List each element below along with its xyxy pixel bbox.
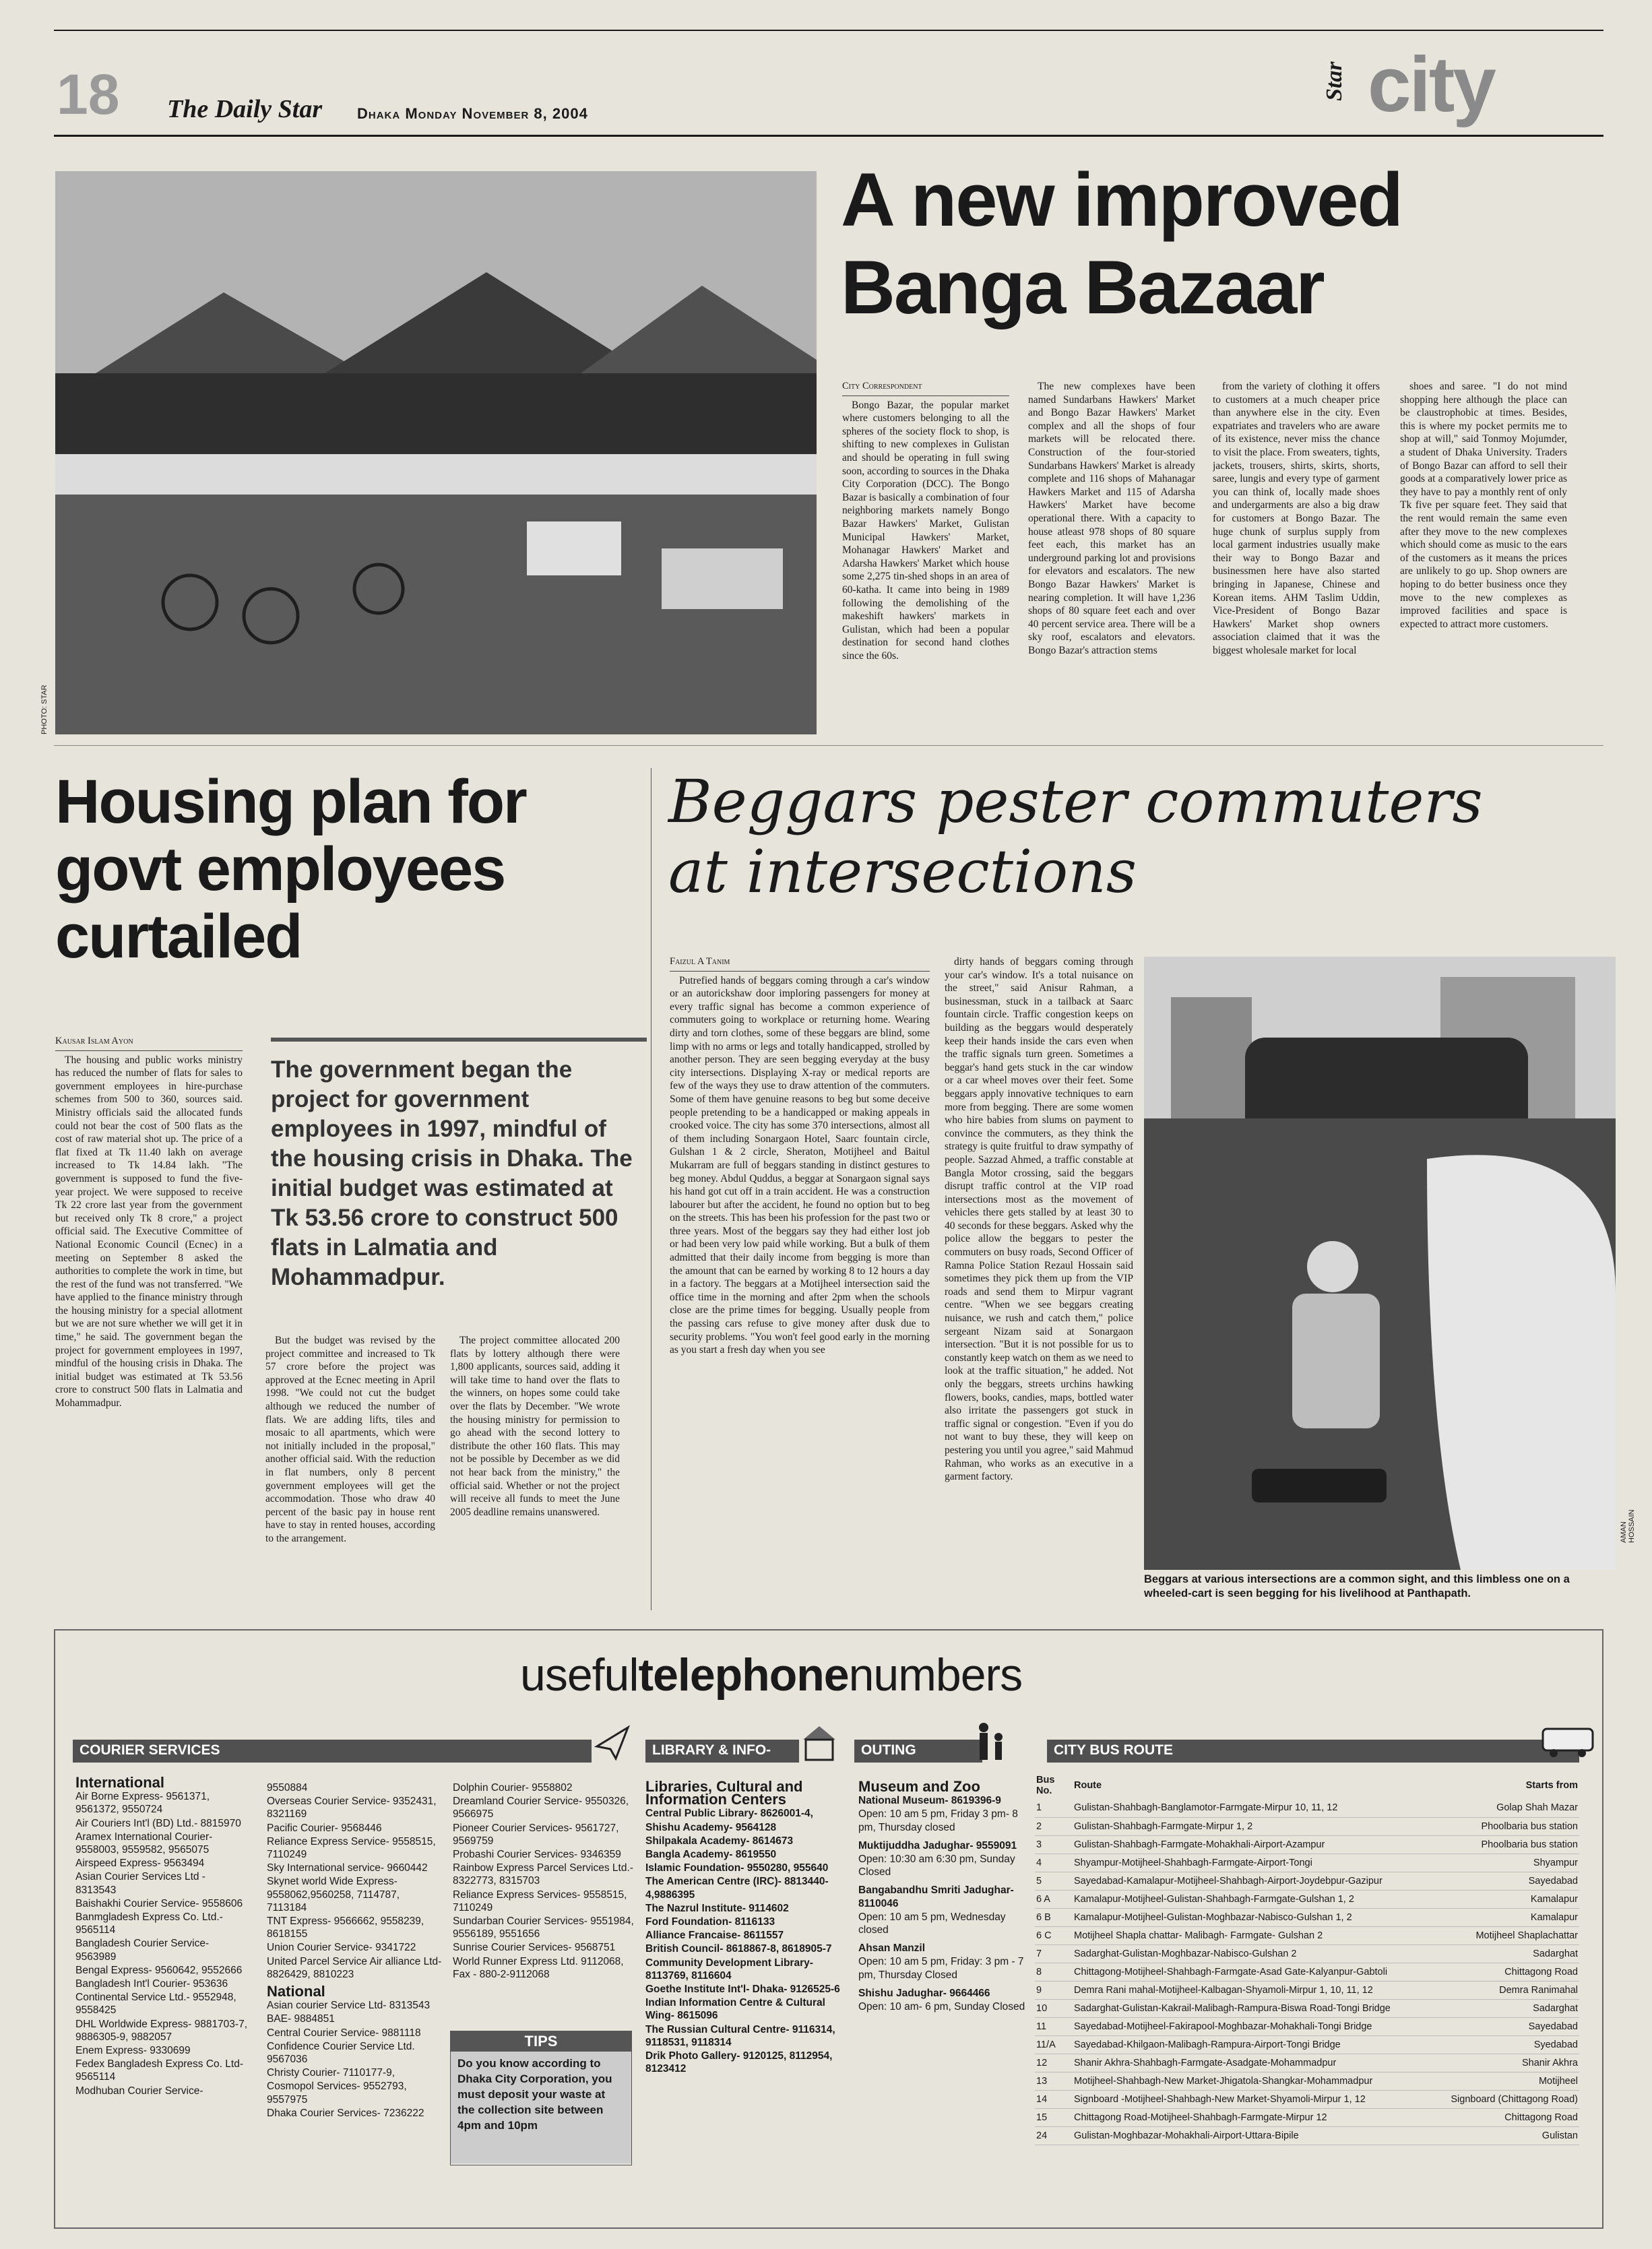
headline-housing [55,768,526,970]
title-part-2: telephone [638,1649,849,1701]
bus-number: 6 A [1035,1890,1073,1908]
article-text: The project committee allocated 200 flats by lottery although there were 1,800 applicants, sources said, adding it will take time to hand over the flats to the winners, on hopes some could take over the flats by December. "We wrote the housing ministry for permission to go ahead with the second lottery to distribute the other 160 flats. This may not be possible by December as we did not hear back from the ministry," the official said. Whether or not the project will receive all funds to meet the June 2005 deadline remains unanswered. [450,1335,620,1518]
title-part-1: useful [520,1649,639,1701]
pullquote-rule-top [271,1038,647,1042]
table-row [1035,1872,1579,1890]
section-divider [54,745,1603,746]
bus-number: 3 [1035,1835,1073,1854]
article-text: The new complexes have been named Sundarbans Hawkers' Market and Bongo Bazar Hawkers' Market complex and all the shops of four markets will be relocated there. Construction of the four-storied Sundarbans Hawkers' Market is already complete and 116 shops of Mahanagar Hawkers Market and 115 of Adarsha Hawkers' Market have become operational there. With a capacity to house atleast 978 shops of 80 square feet each, this market has an underground parking lot and provisions for elevators and escalators. The new Bongo Bazar Hawkers' Market is nearing completion. It will have 1,236 shops of 80 square feet each and over 40 percent service area. There will be a sky roof, escalators and elevators. Bongo Bazar's attraction stems [1028,381,1195,656]
directory-entry: Aramex International Courier- 9558003, 9559582, 9565075 [75,1831,213,1856]
bus-route: Gulistan-Shahbagh-Banglamotor-Farmgate-Mirpur 10, 11, 12 [1073,1799,1433,1817]
directory-entry: Alliance Francaise- 8611557 [645,1930,784,1942]
museum-name: Muktijuddha Jadughar- 9559091 [858,1839,1017,1851]
bus-route: Sadarghat-Gulistan-Kakrail-Malibagh-Rampura-Biswa Road-Tongi Bridge [1073,1999,1433,2017]
directory-entry: Skynet world Wide Express- 9558062,9560258, 7114787, 7113184 [267,1876,400,1913]
section-header-outing [854,1740,982,1763]
tips-title: TIPS [451,2031,631,2052]
museum-name: Bangabandhu Smriti Jadughar- 8110046 [858,1884,1014,1909]
table-row [1035,1817,1579,1835]
directory-entry: Asian courier Service Ltd- 8313543 [267,2000,431,2012]
museum-hours: Open: 10 am 5 pm, Friday: 3 pm - 7 pm, Thursday Closed [858,1956,1024,1981]
directory-entry: Central Courier Service- 9881118 [267,2027,421,2039]
table-row [1035,1890,1579,1908]
byline: Kausar Islam Ayon [55,1035,243,1051]
phone-title [520,1649,1022,1701]
directory-entry: The Russian Cultural Centre- 9116314, 9118531, 9118314 [645,2023,835,2048]
bus-route: Motijheel-Shahbagh-New Market-Jhigatola-Shangkar-Mohammadpur [1073,2072,1433,2090]
article-text: shoes and saree. "I do not mind shopping here although the place can be claustrophobic at times. Besides, this is where my pocket permits me to shop at will," said Tonmoy Mojumder, a student of Dhaka University. Traders of Bongo Bazar can afford to sell their goods at a comparatively lower price as they have to pay a monthly rent of only Tk five per square feet. They said that the rent would remain the same even after they move to the new complexes which should come as music to the ears of the customers as it means the prices are unlikely to go up. Shop owners are hoping to do better business once they move to the new complexes as improved facilities and space is expected to attract more customers. [1400,381,1567,630]
bus-route: Sayedabad-Kamalapur-Motijheel-Shahbagh-Airport-Joydebpur-Gazipur [1073,1872,1433,1890]
bus-number: 11/A [1035,2035,1073,2054]
bus-number: 24 [1035,2126,1073,2145]
directory-entry: Bangla Academy- 8619550 [645,1849,777,1861]
directory-entry: Reliance Express Service- 9558515, 7110249 [267,1835,436,1861]
bus-start: Kamalapur [1433,1890,1579,1908]
table-row [1035,2054,1579,2072]
bus-number: 4 [1035,1854,1073,1872]
bus-start: Kamalapur [1433,1908,1579,1926]
banga-col-4 [1400,380,1567,734]
photo-credit-beggar: AMAN HOSSAIN [1620,1509,1636,1543]
courier-heading-international: International [75,1774,165,1791]
bus-route: Sayedabad-Motijheel-Fakirapool-Moghbazar-Mohakhali-Tongi Bridge [1073,2017,1433,2035]
directory-entry: Christy Courier- 7110177-9, [267,2067,395,2079]
directory-entry: Bangladesh Int'l Courier- 953636 [75,1978,228,1990]
housing-col-2 [265,1334,435,1604]
bus-route: Sadarghat-Gulistan-Moghbazar-Nabisco-Gulshan 2 [1073,1944,1433,1963]
bus-number: 2 [1035,1817,1073,1835]
courier-col-1 [75,1772,248,2217]
directory-entry: Community Development Library- 8113769, 8116604 [645,1957,813,1982]
directory-entry: World Runner Express Ltd. 9112068, Fax - 880-2-9112068 [453,1955,624,1980]
directory-entry: Dhaka Courier Services- 7236222 [267,2107,424,2119]
directory-entry: Banmgladesh Express Co. Ltd.- 9565114 [75,1911,223,1936]
table-row [1035,2090,1579,2108]
table-row [1035,2035,1579,2054]
dateline: Dhaka Monday November 8, 2004 [357,105,588,122]
bus-number: 6 B [1035,1908,1073,1926]
table-row [1035,1908,1579,1926]
museum-hours: Open: 10 am- 6 pm, Sunday Closed [858,2001,1025,2013]
bus-number: 14 [1035,2090,1073,2108]
directory-entry: Continental Service Ltd.- 9552948, 9558425 [75,1992,236,2017]
section-logo: city [1368,40,1494,128]
bus-number: 10 [1035,1999,1073,2017]
museum-name: Shishu Jadughar- 9664466 [858,1987,990,1999]
bus-route: Signboard -Motijheel-Shahbagh-New Market-Shyamoli-Mirpur 1, 12 [1073,2090,1433,2108]
directory-entry: Shishu Academy- 9564128 [645,1821,777,1833]
bus-number: 5 [1035,1872,1073,1890]
table-row [1035,1981,1579,1999]
directory-entry: United Parcel Service Air alliance Ltd- 8826429, 8810223 [267,1955,442,1980]
directory-entry: Confidence Courier Service Ltd. 9567036 [267,2040,415,2066]
bus-start: Motijheel Shaplachattar [1433,1926,1579,1944]
directory-entry: Airspeed Express- 9563494 [75,1858,205,1870]
table-row [1035,2072,1579,2090]
bus-start: Phoolbaria bus station [1433,1835,1579,1854]
housing-col-1 [55,1035,243,1601]
bus-route: Shyampur-Motijheel-Shahbagh-Farmgate-Airport-Tongi [1073,1854,1433,1872]
col-bus-no: Bus No. [1036,1775,1055,1796]
article-text: dirty hands of beggars coming through your car's window. It's a total nuisance on the street," said Anisur Rahman, a businessman, stuck in a tailback at Saarc fountain circle. Traffic congestion keeps on building as the beggars would desperately keep their hands inside the cars even when the traffic signals turn green. Sometimes a beggar's hand gets stuck in the car window or a car wheel moves over their feet. Some beggars apply innovative techniques to earn more from begging. There are some women who hire babies from slums on payment to convince the commuters, as they think the strategy is quite fruitful to draw sympathy of people. Sazzad Ahmed, a traffic constable at Bangla Motor crossing, said the beggars disrupt traffic control at the VIP road intersections most as the movement of vehicles there gets stalled by at least 30 to 40 seconds for these beggars. Asked why the police allow the beggars to pester the commuters on busy roads, Second Officer of Ramna Police Station Rezaul Hossain said sometimes they pick them up from the VIP roads and send them to Mirpur vagrant centre. "When we see beggars creating nuisance, we rush and catch them," police sergeant Nizam said at Sonargaon intersection. "But it is not possible for us to constantly keep watch on them as we need to look at the traffic situation," he added. Not only the beggars, streets urchins hawking flowers, books, candies, maps, bottled water also irritate the passengers got stuck in traffic signal or congestion. "Even if you do not want to buy these, they will keep on pestering you until you agree," said Mahmud Rahman, who works as an executive in a garment factory. [945,956,1133,1483]
directory-entry: Ford Foundation- 8116133 [645,1916,775,1928]
headline-line-2: at intersections [668,837,1137,906]
directory-entry: Sundarban Courier Services- 9551984, 9556189, 9551656 [453,1915,634,1940]
paper-name: The Daily Star [167,95,323,123]
table-row [1035,1854,1579,1872]
article-text: from the variety of clothing it offers to customers at a much cheaper price than anywhere else in the city. Even expatriates and travelers who are aware of its existence, never miss the chance to visit the place. From sweaters, tights, jackets, trousers, shirts, skirts, shorts, saree, lungis and every type of garment you can think of, locally made shoes and undergarments are also a big draw for customers at Bongo Bazar. The huge chunk of surplus supply from local garment industries usually make their way to Bongo Bazar and businessmen here have also started bringing in Japanese, Chinese and Korean items. AHM Taslim Uddin, Vice-President of Bongo Bazar Hawkers' Market shop owners association claimed that it was the biggest wholesale market for local [1213,381,1380,656]
directory-entry: Indian Information Centre & Cultural Wing- 8615096 [645,1997,825,2022]
banga-col-1 [842,380,1009,734]
directory-entry: British Council- 8618867-8, 8618905-7 [645,1943,832,1955]
bus-number: 13 [1035,2072,1073,2090]
bus-number: 11 [1035,2017,1073,2035]
market-scene-illustration [55,171,817,734]
bus-start: Gulistan [1433,2126,1579,2145]
courier-col-3 [453,1781,637,2031]
directory-entry: The American Centre (IRC)- 8813440- 4,9886395 [645,1876,829,1901]
bus-number: 8 [1035,1963,1073,1981]
bus-route: Motijheel Shapla chattar- Malibagh- Farmgate- Gulshan 2 [1073,1926,1433,1944]
directory-entry: Air Borne Express- 9561371, 9561372, 9550724 [75,1791,210,1816]
directory-entry: TNT Express- 9566662, 9558239, 8618155 [267,1915,424,1940]
byline: Faizul A Tanim [670,955,930,972]
directory-entry: Enem Express- 9330699 [75,2045,191,2057]
headline-line-1: A new improved [841,158,1402,242]
page-number: 18 [57,63,120,126]
directory-entry: Dolphin Courier- 9558802 [453,1782,573,1794]
bus-start: Sadarghat [1433,1944,1579,1963]
section-label: CITY BUS ROUTE [1054,1742,1173,1758]
bus-icon [1542,1726,1595,1759]
directory-entry: Baishakhi Courier Service- 9558606 [75,1897,243,1909]
tips-box [450,2031,632,2165]
table-row [1035,2126,1579,2145]
article-text: But the budget was revised by the project committee and increased to Tk 57 crore before the project was approved at the Ecnec meeting in April 1998. "We could not cut the budget although we reduced the number of flats. We are adding lifts, tiles and mosaic to all apartments, which were not initially included in the proposal," another official said. With the reduction in flat numbers, only 8 percent government employees will get the accommodation. Those who draw 40 percent of the basic pay in house rent have to stay in rented houses, according to the arrangement. [265,1335,435,1544]
directory-entry: Sky International service- 9660442 [267,1862,428,1874]
headline-line-2: Banga Bazaar [841,245,1324,329]
section-logo-prefix: Star [1322,61,1347,101]
directory-entry: Dreamland Courier Service- 9550326, 9566975 [453,1796,629,1820]
bus-route: Demra Rani mahal-Motijheel-Kalbagan-Shyamoli-Mirpur 1, 10, 11, 12 [1073,1981,1433,1999]
bus-number: 6 C [1035,1926,1073,1944]
bus-route: Gulistan-Shahbagh-Farmgate-Mirpur 1, 2 [1073,1817,1433,1835]
bus-number: 9 [1035,1981,1073,1999]
bus-route: Kamalapur-Motijheel-Gulistan-Moghbazar-Nabisco-Gulshan 1, 2 [1073,1908,1433,1926]
headline-beggars [668,767,1483,907]
outing-col [858,1776,1034,2221]
family-icon [972,1721,1012,1764]
beggars-col-2 [945,955,1133,1605]
bus-number: 15 [1035,2108,1073,2126]
banga-col-3 [1213,380,1380,734]
bus-route: Kamalapur-Motijheel-Gulistan-Shahbagh-Farmgate-Gulshan 1, 2 [1073,1890,1433,1908]
museum-hours: Open: 10 am 5 pm, Friday 3 pm- 8 pm, Thursday closed [858,1808,1018,1833]
section-label: LIBRARY & INFO- [652,1742,771,1758]
bus-number: 12 [1035,2054,1073,2072]
directory-entry: Pacific Courier- 9568446 [267,1822,382,1834]
housing-col-3 [450,1334,620,1604]
headline-line-1: Housing plan for [55,767,526,836]
directory-entry: Air Couriers Int'l (BD) Ltd.- 8815970 [75,1817,241,1829]
bus-start: Demra Ranimahal [1433,1981,1579,1999]
directory-entry: Goethe Institute Int'l- Dhaka- 9126525-6 [645,1984,840,1996]
headline-line-3: curtailed [55,902,302,971]
section-header-library [645,1740,799,1763]
directory-entry: 9550884 [267,1782,308,1794]
directory-entry: Asian Courier Services Ltd - 8313543 [75,1871,205,1896]
banga-bazaar-photo [55,171,817,734]
directory-entry: Pioneer Courier Services- 9561727, 9569759 [453,1822,619,1847]
directory-entry: Shilpakala Academy- 8614673 [645,1835,794,1847]
museum-name: Ahsan Manzil [858,1942,926,1955]
title-part-3: numbers [848,1649,1023,1701]
directory-entry: Modhuban Courier Service- [75,2085,203,2097]
table-row [1035,1835,1579,1854]
outing-heading: Museum and Zoo [858,1778,980,1795]
section-header-bus [1047,1740,1579,1763]
table-row [1035,1944,1579,1963]
headline-line-1: Beggars pester commuters [668,767,1483,836]
street-beggar-illustration [1144,957,1616,1570]
directory-entry: Reliance Express Services- 9558515, 7110249 [453,1889,627,1913]
museum-hours: Open: 10 am 5 pm, Wednesday closed [858,1911,1006,1936]
courier-col-2 [267,1781,442,2219]
table-row [1035,1926,1579,1944]
photo-caption: Beggars at various intersections are a common sight, and this limbless one on a wheeled-cart is seen begging for his livelihood at Panthapath. [1144,1573,1570,1599]
bus-number: 1 [1035,1799,1073,1817]
museum-name: National Museum- 8619396-9 [858,1795,1001,1807]
bus-route: Sayedabad-Khilgaon-Malibagh-Rampura-Airport-Tongi Bridge [1073,2035,1433,2054]
article-text: Putrefied hands of beggars coming through a car's window or an autorickshaw door imploring passengers for money at every traffic signal has become a common experience of commuters going to workplace or returning home. Wearing dirty and torn clothes, some of these beggars are blind, some limp with no arms or legs and totally handicapped, strolled by another person. They are seen begging everyday at the busy city intersections. Displaying X-ray or medical reports are few of the ways they use to draw attention of the commuters. Some of them have genuine reasons to beg but some deceive people pretending to be a handicapped or making appeals in crooked voice. The city has some 370 intersections, almost all of them including Sonargaon Hotel, Saarc fountain circle, Gulshan 1 & 2 circle, Sheraton, Motijheel and Baitul Mukarram are full of beggars standing in distinct gestures to beg money. Abdul Quddus, a beggar at Sonargaon signal says his hand got cut off in a train accident. He was a construction labourer but after the accident, he found no option but to beg on the streets. This has been his profession for the past two or three years. Most of the beggars say they had either lost job or had been very low paid while working. But a bulk of them admitted that their daily income from begging is more than the amount that can be earned by working 8 to 12 hours a day in a factory. The beggars at a Motijheel intersection said the office time in the morning and after 2pm when the schools close are the prime times for begging. Usually people from the passing cars refuse to give money after dusk due to security problems. "You won't feel good early in the morning as you start a fresh day when you see [670,974,930,1356]
directory-entry: Union Courier Service- 9341722 [267,1942,416,1954]
bus-start: Phoolbaria bus station [1433,1817,1579,1835]
banga-col-2 [1028,380,1195,734]
bus-start: Shyampur [1433,1854,1579,1872]
tips-text: Do you know according to Dhaka City Corporation, you must deposit your waste at the collection site between 4pm and 10pm [451,2052,631,2163]
library-col [645,1776,841,2221]
bus-route: Chittagong-Motijheel-Shahbagh-Farmgate-Asad Gate-Kalyanpur-Gabtoli [1073,1963,1433,1981]
pullquote: The government began the project for government employees in 1997, mindful of the housing crisis in Dhaka. The initial budget was estimated at Tk 53.56 crore to construct 500 flats in Lalmatia and Mohammadpur. [271,1056,633,1290]
table-row [1035,1963,1579,1981]
bus-route: Chittagong Road-Motijheel-Shahbagh-Farmgate-Mirpur 12 [1073,2108,1433,2126]
bus-start: Chittagong Road [1433,1963,1579,1981]
library-heading: Libraries, Cultural and Information Centers [645,1778,803,1808]
directory-entry: DHL Worldwide Express- 9881703-7, 9886305-9, 9882057 [75,2018,248,2043]
headline-banga-bazaar [841,156,1402,331]
museum-hours: Open: 10:30 am 6:30 pm, Sunday Closed [858,1854,1015,1878]
paper-plane-icon [594,1723,631,1763]
bus-number: 7 [1035,1944,1073,1963]
bus-start: Motijheel [1433,2072,1579,2090]
section-label: OUTING [861,1742,916,1758]
bus-table-header [1035,1772,1579,1799]
bus-start: Sayedabad [1433,2017,1579,2035]
beggar-photo [1144,957,1616,1570]
directory-entry: Bangladesh Courier Service- 9563989 [75,1938,210,1963]
courier-heading-national: National [267,1983,325,2000]
directory-entry: Sunrise Courier Services- 9568751 [453,1942,616,1954]
library-building-icon [800,1722,838,1763]
bus-start: Sadarghat [1433,1999,1579,2017]
byline: City Correspondent [842,380,1009,396]
top-rule [54,30,1603,31]
column-rule [651,768,652,1610]
bus-start: Shanir Akhra [1433,2054,1579,2072]
section-label: COURIER SERVICES [80,1742,220,1758]
bus-route-table [1035,1772,1579,2145]
headline-line-2: govt employees [55,835,505,904]
bus-start: Sayedabad [1433,1872,1579,1890]
article-text: The housing and public works ministry has reduced the number of flats for sales to government employees in hire-purchase schemes from 500 to 360, sources said. Ministry officials said the allocated funds could not bear the cost of 500 flats as the cost of raw material shot up. The price of a flat fixed at Tk 11.40 lakh on average increased to Tk 14.84 lakh. "The government is supposed to fund the five-year project. We were supposed to receive Tk 22 crore last year from the government but received only Tk 8 crore," a project official said. The Executive Committee of National Economic Council (Ecnec) in a meeting on September 8 asked the authorities to complete the work in time, but the rest of the fund was not transferred. "We have applied to the finance ministry through the housing ministry for a special allotment but we are not sure whether we will get it in time," he said. The government began the project for government employees in 1997, mindful of the housing crisis in Dhaka. The initial budget was estimated at Tk 53.56 crore to construct 500 flats in Lalmatia and Mohammadpur. [55,1054,243,1409]
directory-entry: Central Public Library- 8626001-4, [645,1808,813,1820]
bus-start: Syedabad [1433,2035,1579,2054]
table-row [1035,1999,1579,2017]
bus-start: Signboard (Chittagong Road) [1433,2090,1579,2108]
bus-start: Chittagong Road [1433,2108,1579,2126]
directory-entry: BAE- 9884851 [267,2013,335,2025]
col-route: Route [1074,1780,1102,1791]
beggars-col-1 [670,955,930,1605]
directory-entry: Overseas Courier Service- 9352431, 8321169 [267,1796,437,1820]
directory-entry: Bengal Express- 9560642, 9552666 [75,1964,243,1976]
directory-entry: Fedex Bangladesh Express Co. Ltd- 9565114 [75,2058,243,2083]
bus-route: Shanir Akhra-Shahbagh-Farmgate-Asadgate-Mohammadpur [1073,2054,1433,2072]
masthead-rule [54,135,1603,137]
photo-credit-banga: PHOTO: STAR [40,685,49,734]
bus-route: Gulistan-Moghbazar-Mohakhali-Airport-Uttara-Bipile [1073,2126,1433,2145]
directory-entry: Cosmopol Services- 9552793, 9557975 [267,2081,407,2105]
directory-entry: Drik Photo Gallery- 9120125, 8112954, 8123412 [645,2050,833,2075]
directory-entry: The Nazrul Institute- 9114602 [645,1902,789,1914]
table-row [1035,2108,1579,2126]
bus-route: Gulistan-Shahbagh-Farmgate-Mohakhali-Airport-Azampur [1073,1835,1433,1854]
directory-entry: Rainbow Express Parcel Services Ltd.- 8322773, 8315703 [453,1862,633,1887]
bus-start: Golap Shah Mazar [1433,1799,1579,1817]
article-text: Bongo Bazar, the popular market where customers belonging to all the spheres of the society flock to shop, is shifting to new complexes in Gulistan and should be operating in full swing soon, according to sources in the Dhaka City Corporation (DCC). The Bongo Bazar is basically a combination of four neighboring markets namely Bongo Bazar Hawkers' Market, Gulistan Municipal Hawkers' Market, Mohanagar Hawkers' Market and Adarsha Hawkers' Market which house some 2,275 tin-shed shops in an area of 60-katha. It came into being in 1989 following the demolishing of the makeshift hawkers' markets in Gulistan, which had been a popular destination for second hand clothes since the 60s. [842,399,1009,662]
directory-entry: Probashi Courier Services- 9346359 [453,1849,621,1861]
table-row [1035,1799,1579,1817]
directory-entry: Islamic Foundation- 9550280, 955640 [645,1862,829,1874]
col-starts-from: Starts from [1525,1780,1578,1791]
section-header-courier [73,1740,592,1763]
table-row [1035,2017,1579,2035]
